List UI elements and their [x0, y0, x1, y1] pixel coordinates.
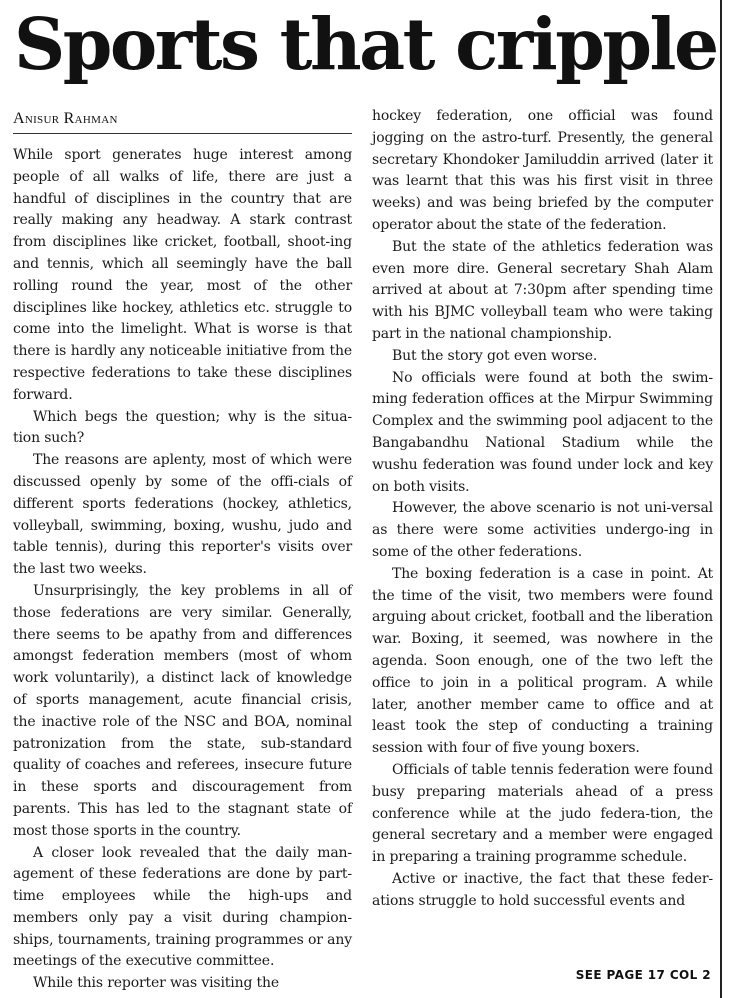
byline: Anisur Rahman	[13, 110, 352, 134]
paragraph: The reasons are aplenty, most of which were discussed openly by some of the offi-cials of different sports federations (hockey, athletics, volleyball, swimming, boxing, wushu, judo and table tennis), during this reporter's visits over the last two weeks.	[13, 452, 352, 578]
paragraph: Unsurprisingly, the key problems in all of those federations are very similar. Generally, there seems to be apathy from and differences amongst federation members (most of whom work voluntarily), a distinct lack of knowledge of sports management, acute financial crisis, the inactive role of the NSC and BOA, nominal patronization from the state, sub-standard quality of coaches and referees, insecure future in these sports and discouragement from parents. This has led to the stagnant state of most those sports in the country.	[13, 582, 352, 839]
paragraph: Active or inactive, the fact that these feder-ations struggle to hold successful events and	[372, 870, 713, 909]
left-column	[13, 145, 352, 995]
paragraph: While this reporter was visiting the	[33, 975, 280, 992]
paragraph: hockey federation, one official was found jogging on the astro-turf. Presently, the general secretary Khondoker Jamiluddin arrived (later it was learnt that this was his first visit in three weeks) and was being briefed by the computer operator about the state of the federation.	[372, 108, 713, 233]
paragraph: However, the above scenario is not uni-versal as there were some activities undergo-ing in some of the other federations.	[372, 500, 713, 560]
right-column	[372, 106, 713, 912]
paragraph: While sport generates huge interest among people of all walks of life, there are just a handful of disciplines in the country that are really making any headway. A stark contrast from disciplines like cricket, football, shoot-ing and tennis, which all seemingly have the ball rolling round the year, most of the other disciplines like hockey, athletics etc. struggle to come into the limelight. What is worse is that there is hardly any noticeable initiative from the respective federations to take these disciplines forward.	[13, 147, 352, 403]
paragraph: A closer look revealed that the daily man-agement of these federations are done by part-time employees while the high-ups and members only pay a visit during champion-ships, tournaments, training programmes or any meetings of the executive committee.	[13, 844, 352, 970]
paragraph: But the story got even worse.	[392, 347, 598, 364]
paragraph: The boxing federation is a case in point. At the time of the visit, two members were found arguing about cricket, football and the liberation war. Boxing, it seemed, was nowhere in the agenda. Soon enough, one of the two left the office to join in a political program. A while later, another member came to office and at least took the step of conducting a training session with four of five young boxers.	[372, 565, 713, 757]
paragraph: No officials were found at both the swim-ming federation offices at the Mirpur Swimming Complex and the swimming pool adjacent to the Bangabandhu National Stadium while the wushu federation was found under lock and key on both visits.	[372, 369, 713, 495]
paragraph: Which begs the question; why is the situa-tion such?	[13, 408, 352, 447]
paragraph: But the state of the athletics federation was even more dire. General secretary Shah Alam arrived at about at 7:30pm after spending time with his BJMC volleyball team who were taking part in the national championship.	[372, 238, 713, 342]
paragraph: Officials of table tennis federation were found busy preparing materials ahead of a press conference while at the judo federa-tion, the general secretary and a member were engaged in preparing a training programme schedule.	[372, 761, 713, 866]
headline: Sports that cripple	[14, 2, 717, 86]
continuation-note: SEE PAGE 17 COL 2	[575, 968, 711, 982]
column-rule	[720, 0, 722, 998]
